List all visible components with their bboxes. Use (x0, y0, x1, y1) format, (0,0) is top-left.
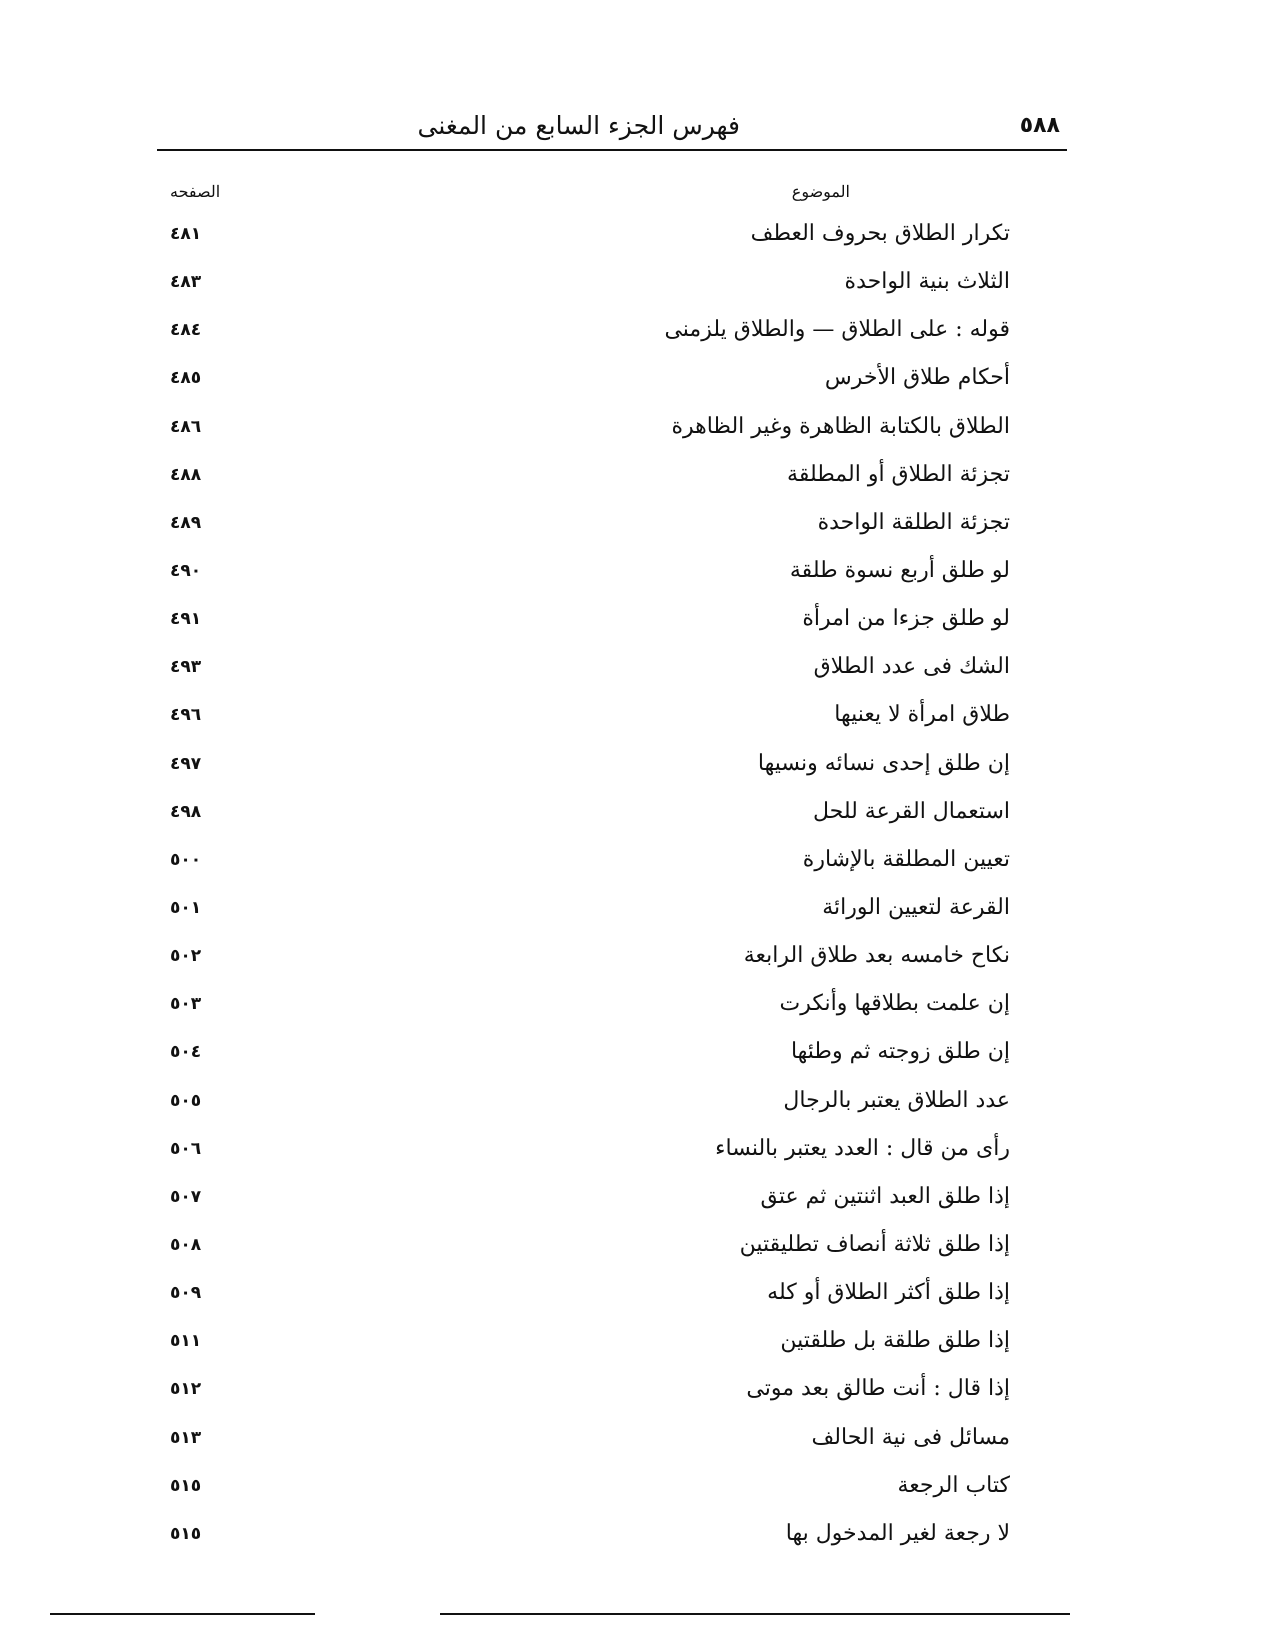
index-entry (160, 932, 1010, 980)
footer-rule-left (50, 1613, 315, 1615)
entry-page-number: ٤٨٦ (170, 416, 202, 437)
entry-page-number: ٥٠٣ (170, 994, 202, 1015)
topic-column-header: الموضوع (791, 182, 850, 201)
entry-topic: تجزئة الطلقة الواحدة (817, 509, 1010, 535)
entry-topic: لو طلق جزءا من امرأة (802, 606, 1010, 632)
index-entry (160, 403, 1010, 451)
page-number: ٥٨٨ (1019, 113, 1060, 138)
entry-topic: لا رجعة لغير المدخول بها (785, 1520, 1010, 1546)
entry-page-number: ٤٨٣ (170, 272, 202, 293)
entry-topic: الطلاق بالكتابة الظاهرة وغير الظاهرة (671, 413, 1010, 439)
index-entry (160, 1028, 1010, 1076)
entry-topic: إن طلق إحدى نسائه ونسيها (757, 750, 1010, 776)
index-entry (160, 788, 1010, 836)
entry-page-number: ٥٠٠ (170, 849, 202, 870)
entry-page-number: ٥١٣ (170, 1427, 202, 1448)
entry-page-number: ٤٨٩ (170, 512, 202, 533)
entry-page-number: ٤٩١ (170, 609, 202, 630)
entry-page-number: ٥٠٦ (170, 1138, 202, 1159)
entry-topic: عدد الطلاق يعتبر بالرجال (783, 1087, 1010, 1113)
index-entry (160, 643, 1010, 691)
entry-topic: إذا طلق أكثر الطلاق أو كله (767, 1280, 1010, 1306)
entry-topic: نكاح خامسه بعد طلاق الرابعة (743, 943, 1010, 969)
header-rule (157, 149, 1067, 151)
entry-page-number: ٥٠٤ (170, 1042, 202, 1063)
entry-topic: كتاب الرجعة (897, 1472, 1010, 1498)
entry-page-number: ٥١٥ (170, 1475, 202, 1496)
index-list (160, 210, 1010, 1558)
entry-topic: إذا طلق العبد اثنتين ثم عتق (760, 1183, 1010, 1209)
footer-rule-right (440, 1613, 1070, 1615)
page-column-header: الصفحه (170, 182, 221, 201)
entry-topic: إذا طلق طلقة بل طلقتين (780, 1328, 1010, 1354)
entry-page-number: ٤٨٤ (170, 320, 202, 341)
index-entry (160, 980, 1010, 1028)
entry-page-number: ٤٨٥ (170, 368, 202, 389)
entry-topic: استعمال القرعة للحل (812, 798, 1010, 824)
index-entry (160, 306, 1010, 354)
entry-topic: إذا قال : أنت طالق بعد موتى (746, 1376, 1010, 1402)
page-header (160, 105, 1060, 145)
entry-page-number: ٤٩٨ (170, 801, 202, 822)
entry-topic: الشك فى عدد الطلاق (813, 654, 1010, 680)
index-entry (160, 499, 1010, 547)
entry-topic: القرعة لتعيين الورائة (822, 894, 1010, 920)
entry-page-number: ٤٨١ (170, 224, 202, 244)
entry-topic: قوله : على الطلاق — والطلاق يلزمنى (664, 317, 1010, 343)
index-entry (160, 595, 1010, 643)
entry-topic: طلاق امرأة لا يعنيها (834, 702, 1010, 728)
entry-topic: الثلاث بنية الواحدة (844, 269, 1010, 295)
index-entry (160, 547, 1010, 595)
index-entry (160, 1365, 1010, 1413)
entry-page-number: ٥٠٩ (170, 1283, 202, 1304)
entry-page-number: ٤٩٣ (170, 657, 202, 678)
index-entry (160, 1077, 1010, 1125)
entry-topic: تكرار الطلاق بحروف العطف (750, 221, 1010, 246)
entry-page-number: ٤٩٠ (170, 560, 202, 581)
entry-topic: إن طلق زوجته ثم وطئها (790, 1039, 1010, 1065)
index-entry (160, 691, 1010, 739)
entry-topic: أحكام طلاق الأخرس (824, 365, 1010, 391)
entry-topic: إن علمت بطلاقها وأنكرت (779, 991, 1010, 1017)
entry-topic: إذا طلق ثلاثة أنصاف تطليقتين (739, 1231, 1010, 1257)
index-entry (160, 1125, 1010, 1173)
index-entry (160, 1221, 1010, 1269)
index-entry (160, 451, 1010, 499)
entry-topic: مسائل فى نية الحالف (811, 1424, 1010, 1450)
index-entry (160, 1269, 1010, 1317)
entry-page-number: ٥١٥ (170, 1523, 202, 1544)
index-column-headers (160, 182, 1010, 212)
entry-page-number: ٤٩٧ (170, 753, 202, 774)
page-title: فهرس الجزء السابع من المغنى (417, 111, 740, 140)
index-entry (160, 1462, 1010, 1510)
index-entry (160, 1173, 1010, 1221)
index-entry (160, 740, 1010, 788)
index-entry (160, 1510, 1010, 1558)
index-entry (160, 210, 1010, 258)
entry-page-number: ٥٠٢ (170, 946, 202, 967)
entry-page-number: ٥١١ (170, 1331, 202, 1352)
entry-topic: لو طلق أربع نسوة طلقة (789, 557, 1010, 583)
entry-topic: تعيين المطلقة بالإشارة (802, 846, 1010, 872)
entry-page-number: ٥١٢ (170, 1379, 202, 1400)
index-entry (160, 1414, 1010, 1462)
index-entry (160, 884, 1010, 932)
entry-topic: رأى من قال : العدد يعتبر بالنساء (715, 1135, 1010, 1161)
entry-page-number: ٤٨٨ (170, 464, 202, 485)
entry-page-number: ٥٠٨ (170, 1234, 202, 1255)
index-entry (160, 1317, 1010, 1365)
entry-topic: تجزئة الطلاق أو المطلقة (787, 461, 1010, 487)
entry-page-number: ٥٠٥ (170, 1090, 202, 1111)
index-entry (160, 354, 1010, 402)
index-entry (160, 258, 1010, 306)
entry-page-number: ٥٠٧ (170, 1186, 202, 1207)
index-entry (160, 836, 1010, 884)
entry-page-number: ٤٩٦ (170, 705, 202, 726)
entry-page-number: ٥٠١ (170, 897, 202, 918)
